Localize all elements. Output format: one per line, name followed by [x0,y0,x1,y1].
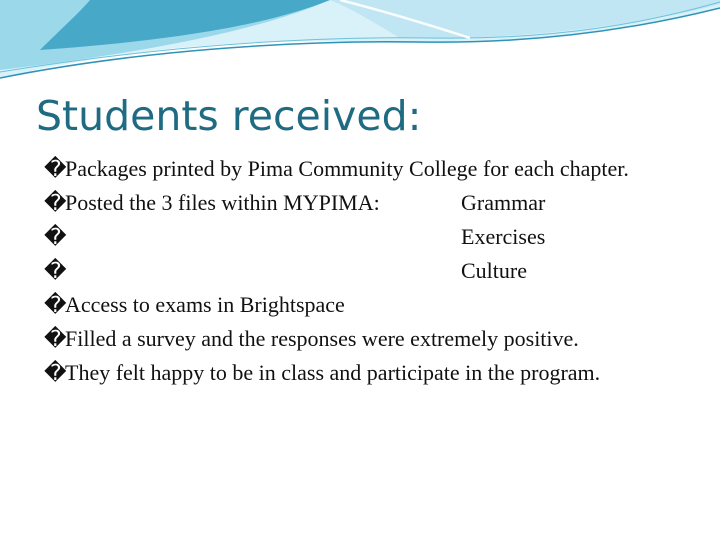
bullet-text: Access to exams in Brightspace [65,292,345,317]
bullet-icon: � [44,224,67,249]
bullet-subitem: Exercises [461,224,546,249]
bullet-row [65,188,694,217]
bullet-item [44,290,694,319]
bullet-row [65,222,694,251]
bullet-text: Posted the 3 files within MYPIMA: [65,190,380,215]
bullet-icon: � [44,292,67,317]
bullet-icon: � [44,360,67,385]
bullet-icon: � [44,190,67,215]
bullet-text: Filled a survey and the responses were extremely positive. [65,326,579,351]
bullet-item [44,222,694,251]
bullet-subitem: Grammar [461,190,546,215]
bullet-icon: � [44,326,67,351]
bullet-item [44,324,694,353]
bullet-item [44,358,694,387]
slide-title: Students received: [36,92,422,140]
bullet-icon: � [44,258,67,283]
bullet-text: They felt happy to be in class and participate in the program. [65,360,601,385]
bullet-subitem: Culture [461,258,527,283]
bullet-item [44,154,694,183]
header-wave-decoration [0,0,720,90]
bullet-icon: � [44,156,67,181]
bullet-item [44,188,694,217]
bullet-list [44,154,694,392]
bullet-item [44,256,694,285]
bullet-text: Packages printed by Pima Community College for each chapter. [65,156,629,181]
bullet-row [65,256,694,285]
